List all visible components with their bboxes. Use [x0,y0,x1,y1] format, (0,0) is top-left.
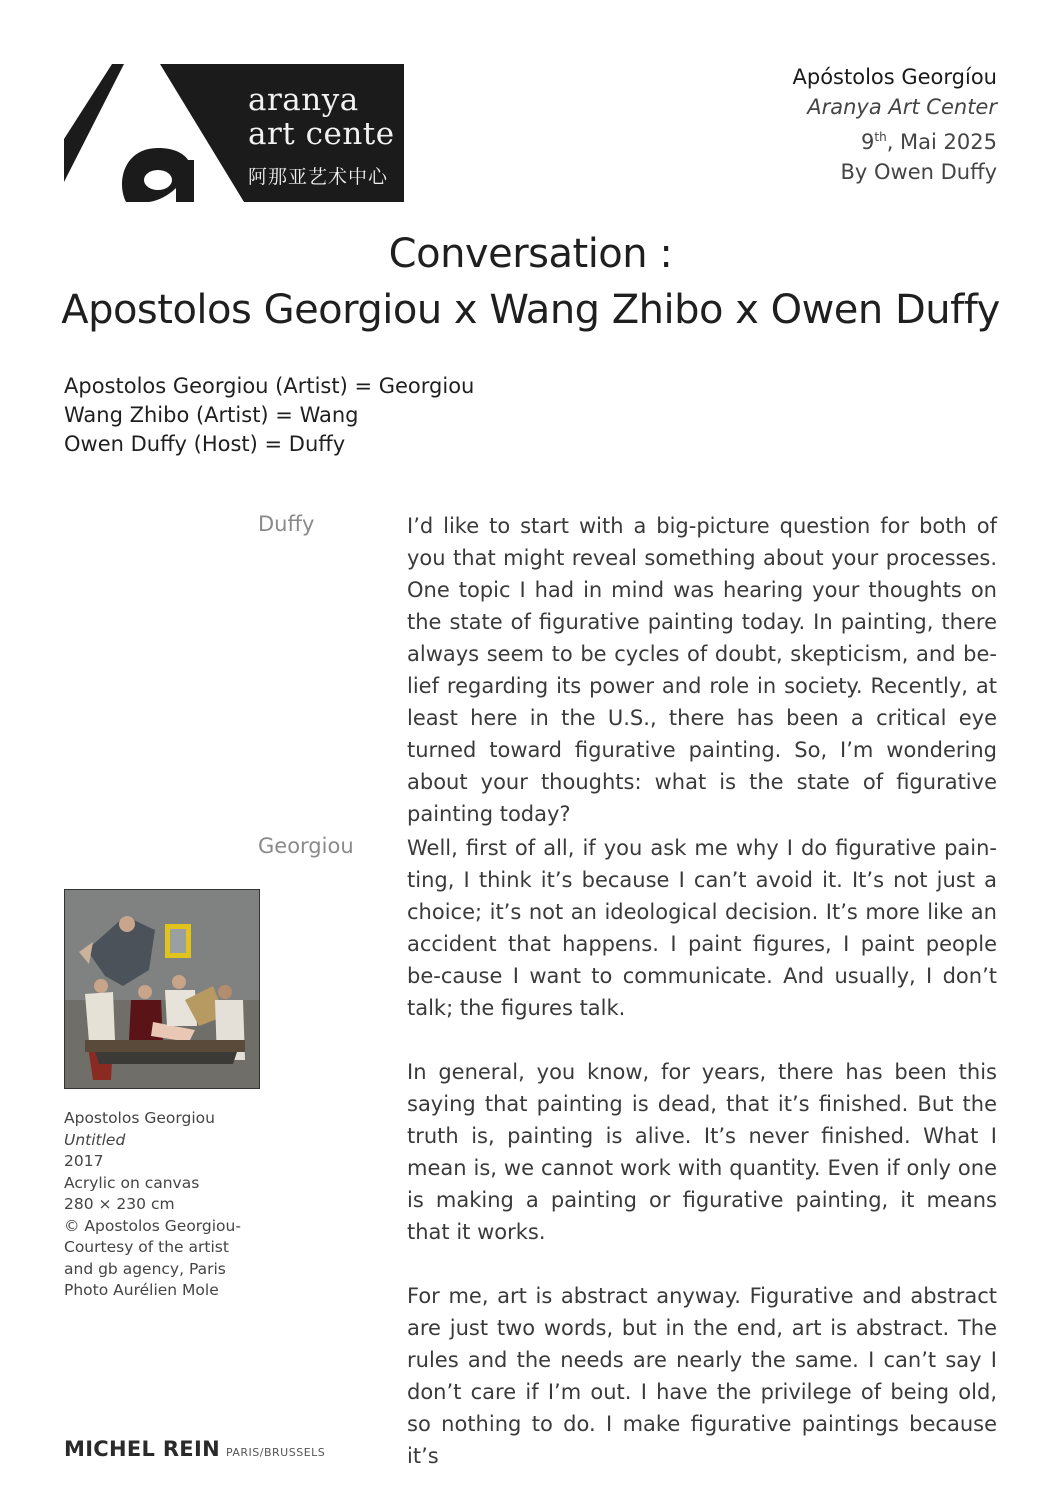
meta-artist: Apóstolos Georgíou [792,65,997,89]
caption-credit: © Apostolos Georgiou- [64,1216,241,1235]
aranya-logo [64,64,404,202]
title-line1: Conversation : [388,231,673,277]
speaker-label-georgiou: Georgiou [258,834,354,858]
caption-artist: Apostolos Georgiou [64,1109,215,1127]
dialogue-paragraph: In general, you know, for years, there has been this saying that painting is dead, that it’s finished. But the truth is, painting is alive. It’s never finished. What I mean is, we cannot work with quantity. Even if only one is making a painting or figurative painting, it means that it works. [407,1060,997,1244]
role-line: Owen Duffy (Host) = Duffy [64,432,346,456]
document-meta [597,62,997,187]
gallery-cities: PARIS/BRUSSELS [225,1446,326,1459]
dialogue-paragraph: For me, art is abstract anyway. Figurative and abstract are just two words, but in the end, art is abstract. The rules and the needs are nearly the same. I can’t say I don’t care if I’m out. I have the privilege of being old, so nothing to do. I make figurative paintings because it’s [407,1284,997,1468]
meta-byline: By Owen Duffy [840,160,997,184]
dialogue-paragraph: I’d like to start with a big-picture question for both of you that might reveal something about your processes. One topic I had in mind was hearing your thoughts on the state of figurative painting today. In painting, there always seem to be cycles of doubt, skepticism, and be-lief regarding its power and role in society. Recently, at least here in the U.S., there has been a critical eye turned toward figurative painting. So, I’m wondering about your thoughts: what is the state of figurative painting today? [407,514,997,826]
gallery-footer [64,1437,325,1461]
caption-title: Untitled [64,1130,126,1149]
meta-venue: Aranya Art Center [807,95,997,119]
caption-dimensions: 280 × 230 cm [64,1195,175,1213]
caption-year: 2017 [64,1152,104,1170]
artwork-image [64,889,260,1089]
role-line: Wang Zhibo (Artist) = Wang [64,403,359,427]
logo-text-line1: aranya [248,82,359,118]
caption-medium: Acrylic on canvas [64,1173,200,1192]
artwork-caption [64,1108,264,1302]
logo-text-line2: art cente [248,116,395,152]
participant-roles [64,372,764,459]
caption-credit: and gb agency, Paris [64,1259,226,1278]
caption-photo-credit: Photo Aurélien Mole [64,1281,219,1299]
speaker-label-duffy: Duffy [258,512,315,536]
role-line: Apostolos Georgiou (Artist) = Georgiou [64,374,475,398]
logo-text-chinese: 阿那亚艺术中心 [248,166,389,188]
caption-credit: Courtesy of the artist [64,1238,229,1256]
meta-date: 9th, Mai 2025 [861,130,997,154]
aranya-a-logo-icon [64,64,244,202]
painting-icon [65,890,259,1088]
gallery-name: MICHEL REIN [64,1437,220,1461]
page-title [40,226,1021,338]
dialogue-paragraph: Well, first of all, if you ask me why I do figurative pain-ting, I think it’s because I can’t avoid it. It’s not just a choice; it’s not an ideological decision. It’s more like an accident that happens. I paint figures, I paint people be-cause I want to communicate. And usually, I don’t talk; the figures talk. [407,836,997,1020]
title-line2: Apostolos Georgiou x Wang Zhibo x Owen Duffy [61,287,1000,333]
